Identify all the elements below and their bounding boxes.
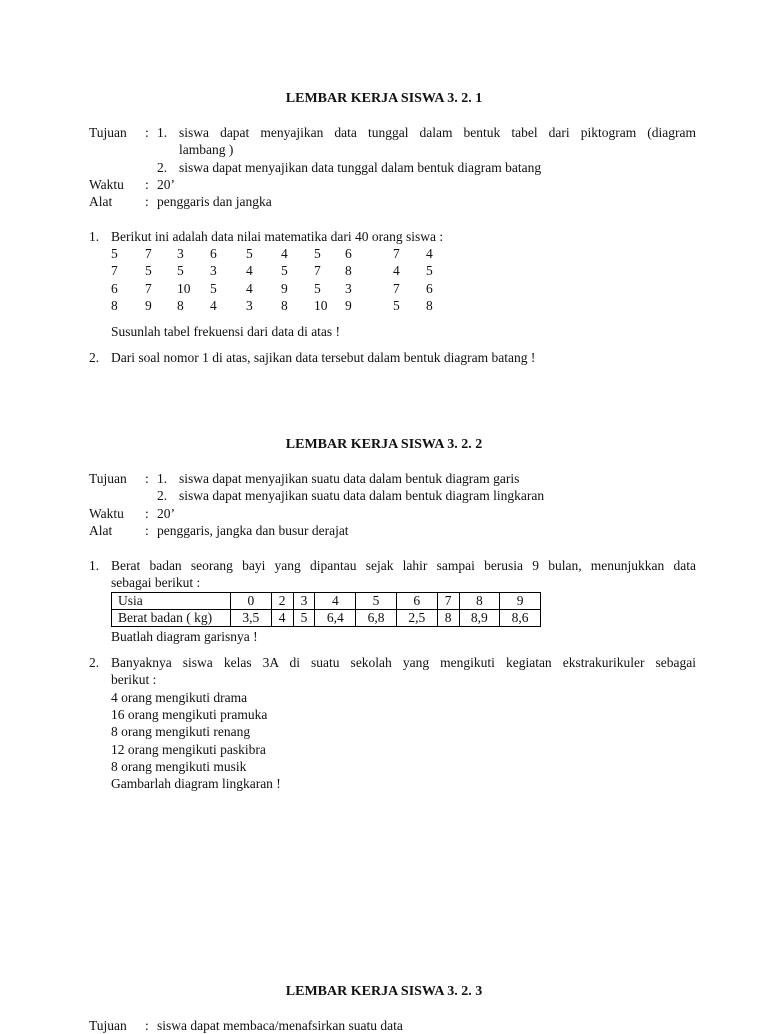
data-value: 5 xyxy=(246,246,253,261)
data-value: 4 xyxy=(246,281,253,296)
table-cell: 7 xyxy=(437,593,459,610)
table-cell: 4 xyxy=(315,593,356,610)
sheet1-q2-num: 2. xyxy=(89,350,100,365)
data-value: 9 xyxy=(145,298,152,313)
table-row xyxy=(112,593,541,610)
sheet3-title: LEMBAR KERJA SISWA 3. 2. 3 xyxy=(285,984,483,999)
sheet2-title: LEMBAR KERJA SISWA 3. 2. 2 xyxy=(285,437,483,452)
sheet2-tujuan-item-2: siswa dapat menyajikan suatu data dalam bentuk diagram lingkaran xyxy=(179,488,545,503)
sheet2-alat-value: penggaris, jangka dan busur derajat xyxy=(157,523,349,538)
data-value: 10 xyxy=(314,298,328,313)
data-value: 8 xyxy=(281,298,288,313)
data-value: 5 xyxy=(426,263,433,278)
sheet1-q1-instruction: Susunlah tabel frekuensi dari data di atas ! xyxy=(111,324,341,339)
sheet2-tujuan-num-2: 2. xyxy=(157,488,168,503)
data-value: 8 xyxy=(177,298,184,313)
data-value: 6 xyxy=(210,246,217,261)
list-item: 12 orang mengikuti paskibra xyxy=(111,742,266,757)
table-cell: 8 xyxy=(437,610,459,627)
sheet2-waktu-label: Waktu xyxy=(89,506,124,521)
table-row xyxy=(112,610,541,627)
sheet1-q1-num: 1. xyxy=(89,229,100,244)
sheet1-q2-text: Dari soal nomor 1 di atas, sajikan data tersebut dalam bentuk diagram batang ! xyxy=(111,350,536,365)
data-value: 9 xyxy=(281,281,288,296)
sheet1-tujuan-item-1: siswa dapat menyajikan data tunggal dalam bentuk tabel dari piktogram (diagram xyxy=(179,125,696,140)
sheet1-alat-label: Alat xyxy=(89,194,113,209)
data-value: 4 xyxy=(393,263,400,278)
table-cell: 5 xyxy=(293,610,315,627)
data-value: 6 xyxy=(426,281,433,296)
sheet2-tujuan-colon: : xyxy=(145,471,149,486)
table-cell: 2,5 xyxy=(396,610,437,627)
table-cell: 4 xyxy=(271,610,293,627)
list-item: 4 orang mengikuti drama xyxy=(111,690,248,705)
sheet2-q1-line1: Berat badan seorang bayi yang dipantau sejak lahir sampai berusia 9 bulan, menunjukkan data xyxy=(111,558,696,573)
sheet2-alat-label: Alat xyxy=(89,523,113,538)
table-cell: 3,5 xyxy=(231,610,272,627)
sheet1-tujuan-num-1: 1. xyxy=(157,125,168,140)
table-cell: Berat badan ( kg) xyxy=(112,610,231,627)
sheet2-tujuan-item-1: siswa dapat menyajikan suatu data dalam bentuk diagram garis xyxy=(179,471,520,486)
sheet1-tujuan-num-2: 2. xyxy=(157,160,168,175)
sheet2-tujuan-label: Tujuan xyxy=(89,471,127,486)
sheet3-tujuan-colon: : xyxy=(145,1018,149,1033)
sheet2-tujuan-num-1: 1. xyxy=(157,471,168,486)
sheet2-q1-num: 1. xyxy=(89,558,100,573)
sheet2-q2-instruction: Gambarlah diagram lingkaran ! xyxy=(111,776,281,791)
data-value: 5 xyxy=(145,263,152,278)
sheet2-q1-line2: sebagai berikut : xyxy=(111,575,201,590)
data-value: 5 xyxy=(210,281,217,296)
table-cell: 5 xyxy=(356,593,397,610)
sheet1-alat-value: penggaris dan jangka xyxy=(157,194,272,209)
data-value: 5 xyxy=(314,246,321,261)
weight-table xyxy=(111,592,541,627)
data-value: 5 xyxy=(314,281,321,296)
data-value: 5 xyxy=(281,263,288,278)
data-value: 5 xyxy=(393,298,400,313)
table-cell: 6,8 xyxy=(356,610,397,627)
data-value: 3 xyxy=(177,246,184,261)
sheet1-waktu-label: Waktu xyxy=(89,177,124,192)
sheet2-q2-line1: Banyaknya siswa kelas 3A di suatu sekolah yang mengikuti kegiatan ekstrakurikuler sebagai xyxy=(111,655,696,670)
data-value: 4 xyxy=(426,246,433,261)
sheet2-q2-line2: berikut : xyxy=(111,672,157,687)
sheet1-tujuan-colon: : xyxy=(145,125,149,140)
sheet2-alat-colon: : xyxy=(145,523,149,538)
data-value: 6 xyxy=(111,281,118,296)
sheet2-waktu-colon: : xyxy=(145,506,149,521)
table-cell: Usia xyxy=(112,593,231,610)
sheet1-alat-colon: : xyxy=(145,194,149,209)
data-value: 8 xyxy=(345,263,352,278)
data-value: 3 xyxy=(246,298,253,313)
data-value: 5 xyxy=(177,263,184,278)
sheet1-tujuan-label: Tujuan xyxy=(89,125,127,140)
sheet2-q2-num: 2. xyxy=(89,655,100,670)
data-value: 4 xyxy=(210,298,217,313)
data-value: 3 xyxy=(345,281,352,296)
data-value: 3 xyxy=(210,263,217,278)
table-cell: 6 xyxy=(396,593,437,610)
sheet1-waktu-value: 20’ xyxy=(157,177,175,192)
data-value: 8 xyxy=(111,298,118,313)
sheet1-tujuan-item-1-cont: lambang ) xyxy=(179,142,234,157)
list-item: 8 orang mengikuti musik xyxy=(111,759,247,774)
table-cell: 0 xyxy=(231,593,272,610)
table-cell: 3 xyxy=(293,593,315,610)
list-item: 16 orang mengikuti pramuka xyxy=(111,707,268,722)
table-cell: 8 xyxy=(459,593,500,610)
sheet3-tujuan-item: siswa dapat membaca/menafsirkan suatu data xyxy=(157,1018,403,1033)
table-cell: 2 xyxy=(271,593,293,610)
data-value: 7 xyxy=(145,281,152,296)
data-value: 8 xyxy=(426,298,433,313)
data-value: 4 xyxy=(246,263,253,278)
list-item: 8 orang mengikuti renang xyxy=(111,724,251,739)
data-value: 10 xyxy=(177,281,191,296)
data-value: 7 xyxy=(393,246,400,261)
sheet2-q1-instruction: Buatlah diagram garisnya ! xyxy=(111,629,258,644)
data-value: 7 xyxy=(145,246,152,261)
data-value: 9 xyxy=(345,298,352,313)
sheet1-tujuan-item-2: siswa dapat menyajikan data tunggal dalam bentuk diagram batang xyxy=(179,160,542,175)
data-value: 5 xyxy=(111,246,118,261)
sheet1-waktu-colon: : xyxy=(145,177,149,192)
sheet1-title: LEMBAR KERJA SISWA 3. 2. 1 xyxy=(285,91,483,106)
data-value: 7 xyxy=(111,263,118,278)
data-value: 7 xyxy=(314,263,321,278)
sheet2-waktu-value: 20’ xyxy=(157,506,175,521)
data-value: 7 xyxy=(393,281,400,296)
data-value: 4 xyxy=(281,246,288,261)
table-cell: 9 xyxy=(500,593,541,610)
sheet3-tujuan-label: Tujuan xyxy=(89,1018,127,1033)
table-cell: 8,6 xyxy=(500,610,541,627)
data-value: 6 xyxy=(345,246,352,261)
table-cell: 8,9 xyxy=(459,610,500,627)
sheet1-q1-text: Berikut ini adalah data nilai matematika dari 40 orang siswa : xyxy=(111,229,444,244)
table-cell: 6,4 xyxy=(315,610,356,627)
